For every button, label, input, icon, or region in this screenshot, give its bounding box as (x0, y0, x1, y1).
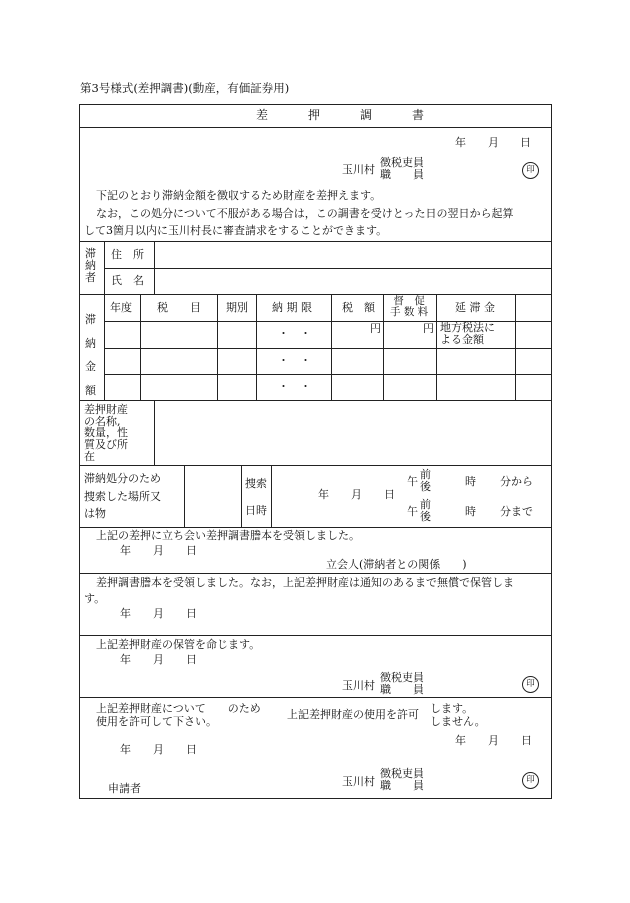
pm-label-2: 午 (407, 505, 418, 518)
delinquent-label: 滞 納 者 (85, 247, 96, 284)
order-text: 上記差押財産の保管を命じます。 (96, 638, 261, 651)
deadline-dots-1: ・ ・ (278, 327, 311, 340)
notice-line-1: 下記のとおり滞納金額を徴収するため財産を差押えます。 (96, 189, 382, 202)
col-fee: 督 促 手 数 料 (390, 295, 429, 319)
name-label: 氏 名 (111, 274, 144, 287)
frame-left (79, 104, 80, 799)
ampm-2: 前 後 (420, 498, 431, 523)
form-number: 第3号様式(差押調書)(動産，有価証券用) (80, 81, 290, 95)
permit-mid: 上記差押財産の使用を許可 (287, 708, 419, 721)
col-year: 年度 (110, 301, 132, 314)
official-title-2: 徴税吏員 職 員 (380, 671, 424, 696)
custody-date: 年 月 日 (120, 607, 197, 620)
col-amount: 税 額 (342, 301, 375, 314)
permit-date-left: 年 月 日 (120, 743, 197, 756)
permit-date-right: 年 月 日 (455, 734, 532, 747)
unit-yen-fee: 円 (423, 322, 434, 335)
frame-top (79, 104, 552, 105)
deadline-dots-2: ・ ・ (278, 354, 311, 367)
custody-text-1: 差押調書謄本を受領しました。なお，上記差押財産は通知のあるまで無償で保管しま (96, 576, 514, 589)
date-year: 年 (455, 136, 466, 149)
official-title-3: 徴税吏員 職 員 (380, 767, 424, 792)
unit-yen-amount: 円 (370, 322, 381, 335)
from-label: 分から (500, 475, 533, 488)
hour-1: 時 (465, 475, 476, 488)
frame-right (551, 104, 552, 799)
until-label: 分まで (500, 505, 533, 518)
witness-date: 年 月 日 (120, 544, 197, 557)
date-month: 月 (488, 136, 499, 149)
permit-request: 上記差押財産について のため 使用を許可して下さい。 (96, 702, 261, 729)
applicant-label: 申請者 (108, 782, 141, 795)
seal-icon-2: 印 (522, 676, 539, 693)
notice-line-2: なお，この処分について不服がある場合は，この調書を受けとった日の翌日から起算 (96, 207, 514, 220)
village-name-3: 玉川村 (342, 775, 375, 788)
hour-2: 時 (465, 505, 476, 518)
permit-choice: します。 しません。 (430, 702, 486, 729)
order-date: 年 月 日 (120, 653, 197, 666)
col-late: 延 滞 金 (455, 301, 495, 314)
col-tax: 税 目 (157, 301, 201, 314)
address-label: 住 所 (111, 248, 144, 261)
search-place-label: 滞納処分のため 捜索した場所又 は物 (84, 472, 161, 521)
document-title: 差 押 調 書 (256, 108, 439, 122)
witness-label: 立会人(滞納者との関係 ) (326, 558, 467, 571)
property-label: 差押財産 の名称, 数量，性 質及び所 在 (84, 403, 128, 463)
notice-line-3: して3箇月以内に玉川村長に審査請求をすることができます。 (84, 224, 388, 237)
seal-icon: 印 (522, 162, 539, 179)
pm-label-1: 午 (407, 475, 418, 488)
amount-label: 滞 納 金 額 (85, 313, 96, 397)
village-name: 玉川村 (342, 163, 375, 176)
col-deadline: 納 期 限 (272, 301, 312, 314)
search-date: 年 月 日 (318, 488, 395, 501)
search-datetime-label-bottom: 日時 (245, 504, 267, 517)
col-period: 期別 (226, 301, 248, 314)
official-title: 徴税吏員 職 員 (380, 156, 424, 181)
witness-text: 上記の差押に立ち会い差押調書謄本を受領しました。 (96, 529, 360, 542)
date-day: 日 (520, 136, 531, 149)
late-note: 地方税法に よる金額 (440, 321, 495, 346)
ampm-1: 前 後 (420, 468, 431, 493)
deadline-dots-3: ・ ・ (278, 380, 311, 393)
search-datetime-label-top: 捜索 (245, 477, 267, 490)
village-name-2: 玉川村 (342, 679, 375, 692)
custody-text-2: す。 (84, 592, 106, 605)
frame-bottom (79, 798, 552, 799)
seal-icon-3: 印 (522, 772, 539, 789)
